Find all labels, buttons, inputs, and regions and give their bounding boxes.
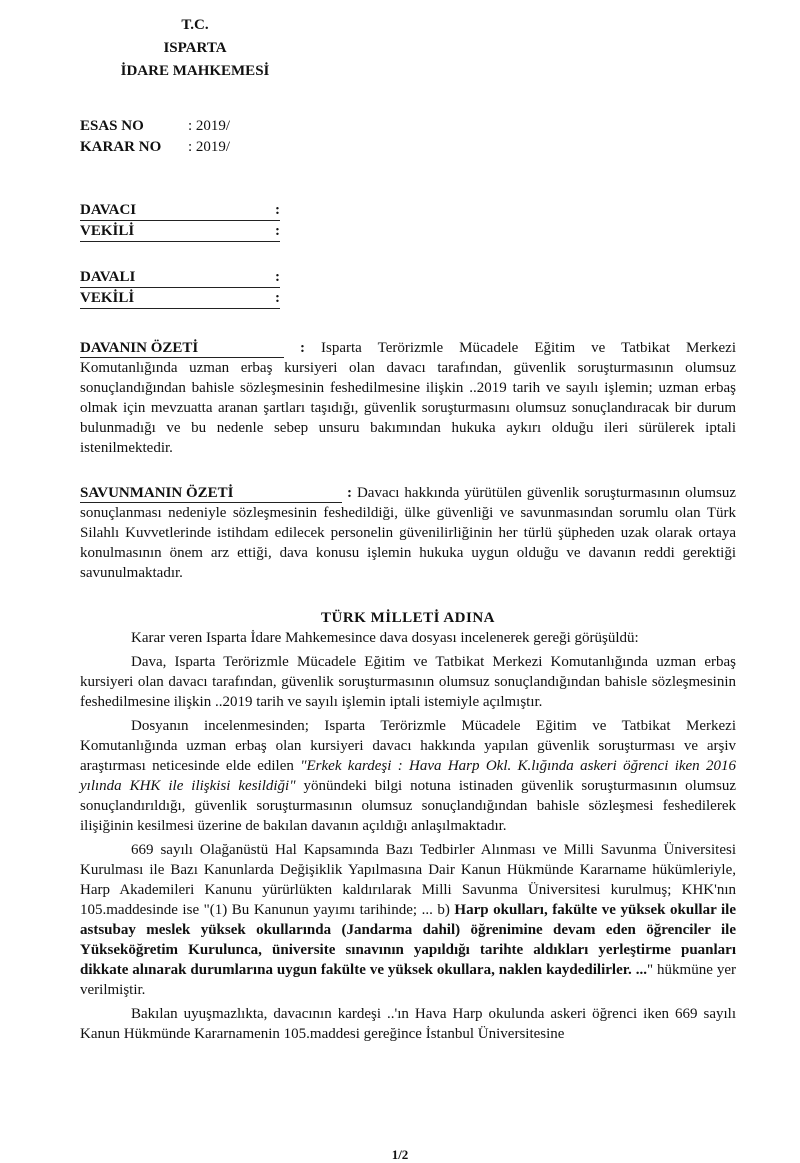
court-header	[100, 14, 290, 83]
header-line-court: İDARE MAHKEMESİ	[120, 63, 270, 79]
case-summary-text: Isparta Terörizmle Mücadele Eğitim ve Tatbikat Merkezi Komutanlığında uzman erbaş kursiyeri olan davacı tarafından, güvenlik soruşturmasının olumsuz sonuçlandığından bahisle sözleşmesinin feshedilmesine ilişkin ..2019 tarih ve sayılı işlemin; uzman erbaş olmak için mevzuatta aranan şartları taşıdığı, güvenlik soruşturmasını olumsuz sonuçlandıracak bir durum bulunmadığı ve bu nedenle sebep unsuru bakımından hukuka aykırı olduğu ileri sürülerek iptali istenilmektedir.	[80, 340, 736, 456]
defendant-block	[80, 267, 280, 309]
defense-summary: SAVUNMANIN ÖZETİ : Davacı hakkında yürütülen güvenlik soruşturmasının olumsuz sonuçlanması nedeniyle sözleşmesinin feshedildiği, ülke güvenliği ve savunmasından sorumlu olan Türk Silahlı Kuvvetlerinde istihdam edilecek personelin güvenilirliğinin her türlü şüpheden uzak olarak ortaya konulmasının önem arz ettiği, dava konusu işlemin hukuka uygun olduğu ve davanın reddi gerektiği savunulmaktadır.	[80, 485, 736, 581]
paragraph-4-text-c: " hükmüne yer verilmiştir.	[80, 962, 736, 998]
decision-body	[80, 608, 736, 1044]
paragraph-3	[80, 716, 736, 836]
esas-value: : 2019/	[188, 118, 231, 134]
davaci-colon: :	[275, 202, 280, 218]
paragraph-5: Bakılan uyuşmazlıkta, davacının kardeşi ..'ın Hava Harp okulunda askeri öğrenci iken 669 sayılı Kanun Hükmünde Kararnamenin 105.maddesi gereğince İstanbul Üniversitesine	[80, 1006, 736, 1042]
paragraph-3-text-b: yönündeki bilgi notuna istinaden güvenlik soruşturmasının olumsuz sonuçlandırıldığı, güvenlik soruşturmasının olumsuz sonuçlandığından bahisle sözleşmesi feshedilerek ilişiğinin kesilmesi üzerine de bakılan davanın açıldığı anlaşılmaktadır.	[80, 778, 736, 834]
paragraph-1: Karar veren Isparta İdare Mahkemesince dava dosyası incelenerek gereği görüşüldü:	[131, 630, 639, 646]
vekili1-label: VEKİLİ	[80, 223, 135, 239]
karar-label: KARAR NO	[80, 139, 162, 155]
paragraph-2: Dava, Isparta Terörizmle Mücadele Eğitim ve Tatbikat Merkezi Komutanlığında uzman erbaş kursiyeri olan davacı tarafından, güvenlik soruşturmasının olumsuz sonuçlandığından bahisle sözleşmesinin feshedilmesine ilişkin ..2019 tarih ve sayılı işlemin iptali istemiyle açılmıştır.	[80, 654, 736, 710]
vekili2-colon: :	[275, 290, 280, 306]
paragraph-3-text-a: Dosyanın incelenmesinden; Isparta Terörizmle Mücadele Eğitim ve Tatbikat Merkezi Komutanlığında uzman erbaş olan kursiyeri davacı hakkında yapılan güvenlik soruşturması ve arşiv araştırması neticesinde elde edilen	[80, 718, 736, 774]
decision-title: TÜRK MİLLETİ ADINA	[320, 610, 496, 626]
paragraph-3-quote: "Erkek kardeşi : Hava Harp Okl. K.lığında askeri öğrenci iken 2016 yılında KHK ile ilişkisi kesildiği"	[80, 758, 736, 794]
case-numbers	[80, 116, 230, 158]
paragraph-4-text-a: 669 sayılı Olağanüstü Hal Kapsamında Bazı Tedbirler Alınması ve Milli Savunma Üniversitesi Kurulması ile Bazı Kanunlarda Değişiklik Yapılmasına Dair Kanun Hükmünde Kararname hükümleriyle, Harp Akademileri Kanunu yürürlükten kaldırılarak Milli Savunma Üniversitesi kurulmuş; KHK'nın 105.maddesinde ise "(1) Bu Kanunun yayımı tarihinde; ... b)	[80, 842, 736, 918]
paragraph-4	[80, 840, 736, 1000]
plaintiff-block	[80, 200, 280, 242]
header-line-city: ISPARTA	[163, 40, 227, 56]
defense-summary-heading: SAVUNMANIN ÖZETİ	[80, 485, 342, 503]
davali-colon: :	[275, 269, 280, 285]
defense-summary-text: Davacı hakkında yürütülen güvenlik soruşturmasının olumsuz sonuçlanması nedeniyle sözleşmesinin feshedildiği, ülke güvenliği ve savunmasından sorumlu olan Türk Silahlı Kuvvetlerinde istihdam edilecek personelin güvenilirliğinin her türlü şüpheden uzak olarak ortaya konulmasının önem arz ettiği, dava konusu işlemin hukuka uygun olduğu ve davanın reddi gerektiği savunulmaktadır.	[80, 485, 736, 581]
davaci-label: DAVACI	[80, 202, 137, 218]
vekili1-colon: :	[275, 223, 280, 239]
header-line-tc: T.C.	[181, 17, 209, 33]
page-number: 1/2	[391, 1147, 409, 1162]
case-summary-heading: DAVANIN ÖZETİ	[80, 340, 284, 358]
esas-label: ESAS NO	[80, 118, 144, 134]
case-summary: DAVANIN ÖZETİ : Isparta Terörizmle Mücadele Eğitim ve Tatbikat Merkezi Komutanlığında uzman erbaş kursiyeri olan davacı tarafından, güvenlik soruşturmasının olumsuz sonuçlandığından bahisle sözleşmesinin feshedilmesine ilişkin ..2019 tarih ve sayılı işlemin; uzman erbaş olmak için mevzuatta aranan şartları taşıdığı, güvenlik soruşturmasını olumsuz sonuçlandıracak bir durum bulunmadığı ve bu nedenle sebep unsuru bakımından hukuka aykırı olduğu ileri sürülerek iptali istenilmektedir.	[80, 340, 736, 456]
paragraph-4-bold: Harp okulları, fakülte ve yüksek okullar ile astsubay meslek yüksek okullarında (Jandarma dahil) öğrenimine devam eden öğrenciler ile Yükseköğretim Kurulunca, üniversite sınavının yapıldığı tarihte aldıkları yerleştirme puanları dikkate alınarak durumlarına uygun fakülte ve yüksek okullara, naklen kaydedilirler. ...	[80, 902, 737, 978]
vekili2-label: VEKİLİ	[80, 290, 135, 306]
davali-label: DAVALI	[80, 269, 136, 285]
karar-value: : 2019/	[188, 139, 231, 155]
